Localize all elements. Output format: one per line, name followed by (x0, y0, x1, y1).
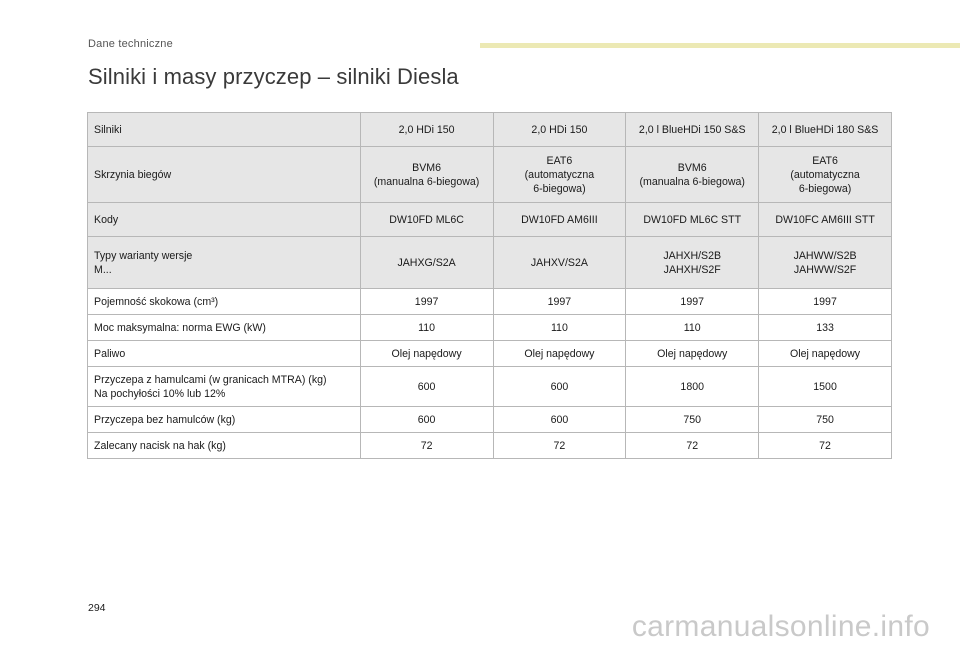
row-label: Silniki (88, 113, 361, 147)
table-cell: 2,0 HDi 150 (360, 113, 493, 147)
table-row-codes (88, 203, 892, 237)
table-cell: 72 (759, 433, 892, 459)
table-row-towbar-load (88, 433, 892, 459)
table-cell: 110 (493, 315, 626, 341)
row-label: Pojemność skokowa (cm³) (88, 289, 361, 315)
row-label: Zalecany nacisk na hak (kg) (88, 433, 361, 459)
table-cell: 72 (360, 433, 493, 459)
page-number: 294 (88, 602, 106, 614)
table-cell: EAT6 (automatyczna 6-biegowa) (759, 147, 892, 203)
table-cell: 600 (360, 367, 493, 407)
table-cell: EAT6 (automatyczna 6-biegowa) (493, 147, 626, 203)
row-label: Typy warianty wersje M... (88, 237, 361, 289)
engine-spec-table (87, 112, 892, 459)
table-cell: 750 (626, 407, 759, 433)
table-cell: 1997 (626, 289, 759, 315)
table-cell: DW10FD ML6C (360, 203, 493, 237)
row-label: Przyczepa z hamulcami (w granicach MTRA) (kg) Na pochyłości 10% lub 12% (88, 367, 361, 407)
table-row-fuel (88, 341, 892, 367)
table-cell: 2,0 l BlueHDi 180 S&S (759, 113, 892, 147)
section-label: Dane techniczne (88, 38, 173, 50)
table-row-power (88, 315, 892, 341)
table-cell: 1997 (493, 289, 626, 315)
table-cell: DW10FD ML6C STT (626, 203, 759, 237)
table-cell: 133 (759, 315, 892, 341)
table-cell: 72 (626, 433, 759, 459)
table-row-displacement (88, 289, 892, 315)
table-cell: 1997 (759, 289, 892, 315)
table-cell: JAHXG/S2A (360, 237, 493, 289)
table-cell: Olej napędowy (759, 341, 892, 367)
table-cell: JAHXV/S2A (493, 237, 626, 289)
table-cell: Olej napędowy (626, 341, 759, 367)
table-cell: Olej napędowy (493, 341, 626, 367)
table-cell: 72 (493, 433, 626, 459)
row-label: Paliwo (88, 341, 361, 367)
table-cell: DW10FC AM6III STT (759, 203, 892, 237)
watermark: carmanualsonline.info (631, 610, 930, 643)
page-title: Silniki i masy przyczep – silniki Diesla (88, 64, 459, 89)
row-label: Kody (88, 203, 361, 237)
table-cell: Olej napędowy (360, 341, 493, 367)
table-row-variants (88, 237, 892, 289)
table-cell: 1800 (626, 367, 759, 407)
table-row-gearbox (88, 147, 892, 203)
table-cell: 1500 (759, 367, 892, 407)
table-cell: 600 (493, 407, 626, 433)
table-cell: JAHWW/S2B JAHWW/S2F (759, 237, 892, 289)
header-accent-bar (480, 43, 960, 48)
row-label: Skrzynia biegów (88, 147, 361, 203)
table-cell: DW10FD AM6III (493, 203, 626, 237)
table-cell: 2,0 l BlueHDi 150 S&S (626, 113, 759, 147)
table-cell: BVM6 (manualna 6-biegowa) (626, 147, 759, 203)
table-cell: 600 (493, 367, 626, 407)
table-cell: 110 (360, 315, 493, 341)
table-cell: 1997 (360, 289, 493, 315)
table-row-engines (88, 113, 892, 147)
table-cell: BVM6 (manualna 6-biegowa) (360, 147, 493, 203)
table-cell: 2,0 HDi 150 (493, 113, 626, 147)
table-cell: JAHXH/S2B JAHXH/S2F (626, 237, 759, 289)
table-cell: 750 (759, 407, 892, 433)
row-label: Moc maksymalna: norma EWG (kW) (88, 315, 361, 341)
table-cell: 600 (360, 407, 493, 433)
table-row-braked-trailer (88, 367, 892, 407)
table-row-unbraked-trailer (88, 407, 892, 433)
table-cell: 110 (626, 315, 759, 341)
row-label: Przyczepa bez hamulców (kg) (88, 407, 361, 433)
